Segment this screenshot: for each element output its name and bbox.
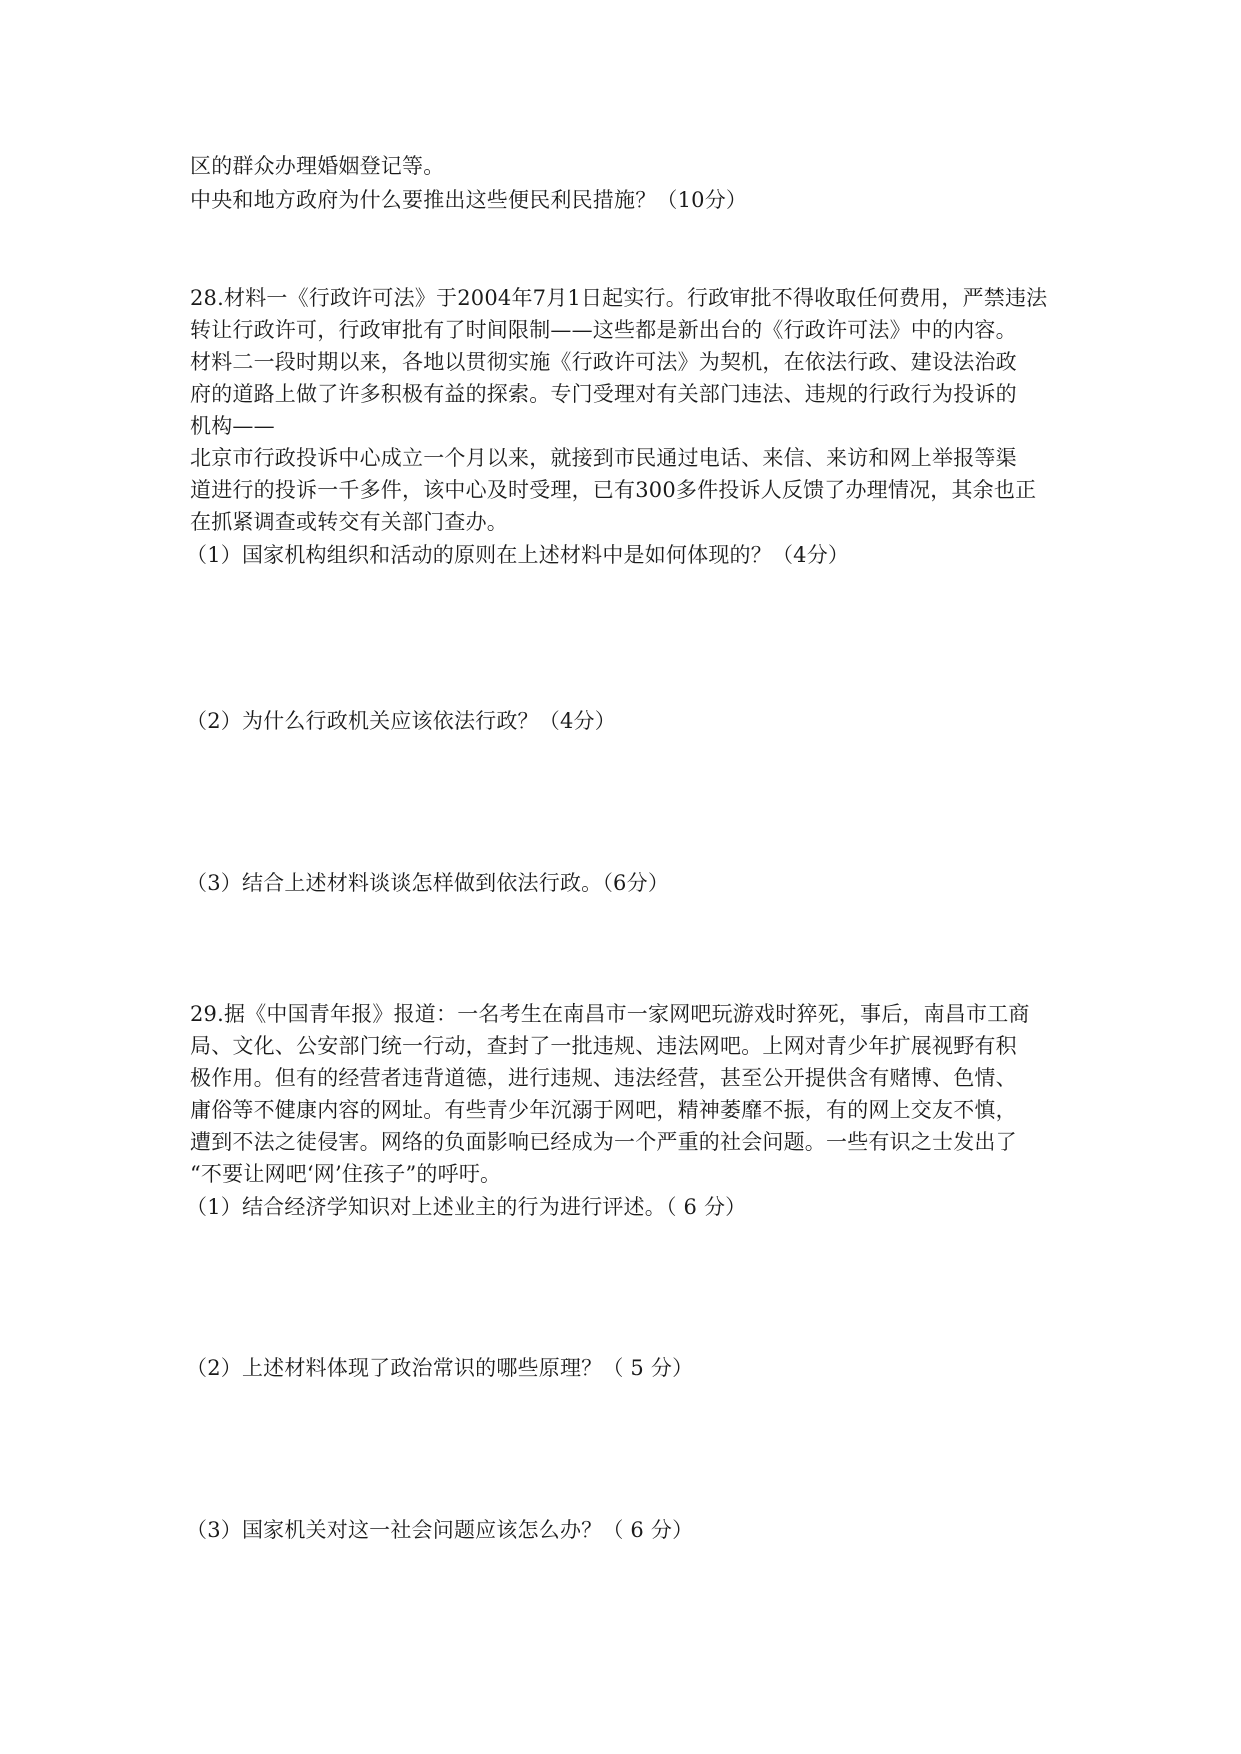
q28-text-line: 转让行政许可，行政审批有了时间限制——这些都是新出台的《行政许可法》中的内容。 xyxy=(190,318,1017,342)
intro-text-line: 区的群众办理婚姻登记等。 xyxy=(190,154,445,178)
q28-text-line: 28.材料一《行政许可法》于2004年7月1日起实行。行政审批不得收取任何费用，严禁违法 xyxy=(190,286,1048,310)
q28-text-line: 府的道路上做了许多积极有益的探索。专门受理对有关部门违法、违规的行政行为投诉的 xyxy=(190,382,1017,406)
intro-question: 中央和地方政府为什么要推出这些便民利民措施？（10分） xyxy=(190,188,748,212)
q29-text-line: 庸俗等不健康内容的网址。有些青少年沉溺于网吧，精神萎靡不振，有的网上交友不慎， xyxy=(190,1098,1017,1122)
q29-text-line: 遭到不法之徒侵害。网络的负面影响已经成为一个严重的社会问题。一些有识之士发出了 xyxy=(190,1130,1017,1154)
q29-text-line: “不要让网吧‘网’住孩子”的呼吁。 xyxy=(190,1162,502,1186)
q28-text-line: 道进行的投诉一千多件，该中心及时受理，已有300多件投诉人反馈了办理情况，其余也正 xyxy=(190,478,1037,502)
q28-subquestion-2: （2）为什么行政机关应该依法行政？（4分） xyxy=(186,709,616,733)
q29-subquestion-1: （1）结合经济学知识对上述业主的行为进行评述。（ 6 分） xyxy=(186,1195,747,1219)
q28-subquestion-1: （1）国家机构组织和活动的原则在上述材料中是如何体现的？（4分） xyxy=(186,543,850,567)
q28-text-line: 材料二一段时期以来，各地以贯彻实施《行政许可法》为契机，在依法行政、建设法治政 xyxy=(190,350,1017,374)
q28-text-line: 在抓紧调查或转交有关部门查办。 xyxy=(190,510,508,534)
q29-text-line: 极作用。但有的经营者违背道德，进行违规、违法经营，甚至公开提供含有赌博、色情、 xyxy=(190,1066,1017,1090)
q28-text-line: 机构—— xyxy=(190,414,275,438)
q29-text-line: 29.据《中国青年报》报道：一名考生在南昌市一家网吧玩游戏时猝死，事后，南昌市工商 xyxy=(190,1002,1030,1026)
q28-text-line: 北京市行政投诉中心成立一个月以来，就接到市民通过电话、来信、来访和网上举报等渠 xyxy=(190,446,1017,470)
q29-text-line: 局、文化、公安部门统一行动，查封了一批违规、违法网吧。上网对青少年扩展视野有积 xyxy=(190,1034,1017,1058)
q29-subquestion-2: （2）上述材料体现了政治常识的哪些原理？（ 5 分） xyxy=(186,1356,694,1380)
q28-subquestion-3: （3）结合上述材料谈谈怎样做到依法行政。（6分） xyxy=(186,871,670,895)
q29-subquestion-3: （3）国家机关对这一社会问题应该怎么办？（ 6 分） xyxy=(186,1518,694,1542)
